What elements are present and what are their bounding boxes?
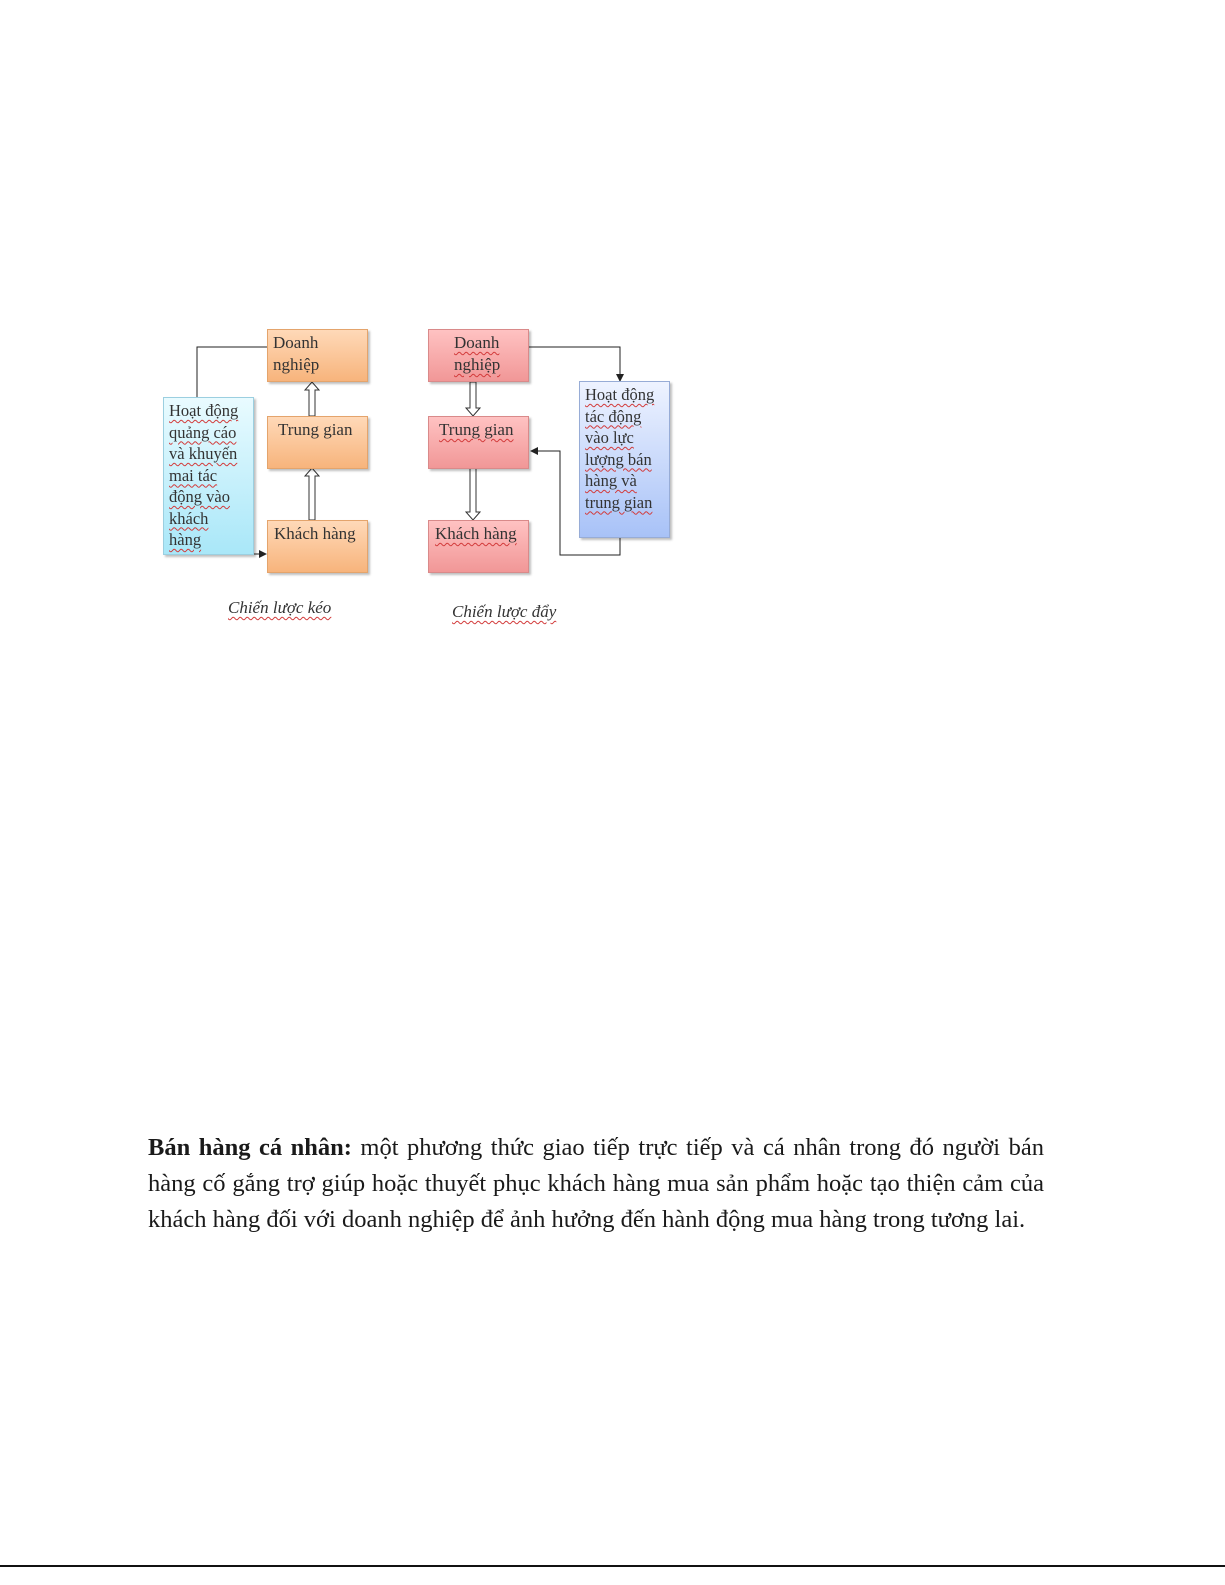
pull-hollow-arrow-lower [305, 468, 319, 520]
push-intermediary-box [428, 416, 529, 469]
push-customer-label: Khách hàng [435, 524, 517, 543]
pull-intermediary-box [267, 416, 368, 469]
pull-activity-to-business-line [197, 347, 267, 397]
personal-selling-paragraph [148, 1130, 1044, 1238]
push-customer-box [428, 520, 529, 573]
page-bottom-border [0, 1565, 1225, 1567]
pull-activity-box [163, 397, 254, 555]
pull-customer-label: Khách hàng [274, 524, 356, 543]
push-intermediary-label: Trung gian [439, 420, 514, 439]
push-business-to-activity-arrow [529, 347, 620, 381]
pull-hollow-arrow-upper [305, 382, 319, 416]
pull-activity-label: Hoạt động quảng cáo và khuyến mai tác động vào khách hàng [169, 401, 239, 549]
push-hollow-arrow-lower [466, 468, 480, 520]
push-caption: Chiến lược đẩy [452, 602, 557, 621]
pull-business-box [267, 329, 368, 382]
diagram-connectors [0, 0, 1225, 700]
push-activity-label: Hoạt động tác động vào lực lượng bán hàng và trung gian [585, 385, 655, 512]
pull-business-label: Doanh nghiệp [273, 333, 320, 374]
paragraph-body: một phương thức giao tiếp trực tiếp và cá nhân trong đó người bán hàng cố gắng trợ giúp hoặc thuyết phục khách hàng mua sản phẩm hoặc tạo thiện cảm của khách hàng đối với doanh nghiệp để ảnh hưởng đến hành động mua hàng trong tương lai. [148, 1134, 1044, 1233]
pull-intermediary-label: Trung gian [278, 420, 353, 439]
pull-caption: Chiến lược kéo [228, 598, 332, 617]
push-hollow-arrow-upper [466, 382, 480, 416]
pull-customer-box [267, 520, 368, 573]
pull-push-strategy-diagram [0, 0, 1225, 700]
push-business-box [428, 329, 529, 382]
push-business-label: Doanh nghiệp [454, 333, 501, 374]
paragraph-term: Bán hàng cá nhân: [148, 1134, 352, 1161]
push-activity-box [579, 381, 670, 538]
